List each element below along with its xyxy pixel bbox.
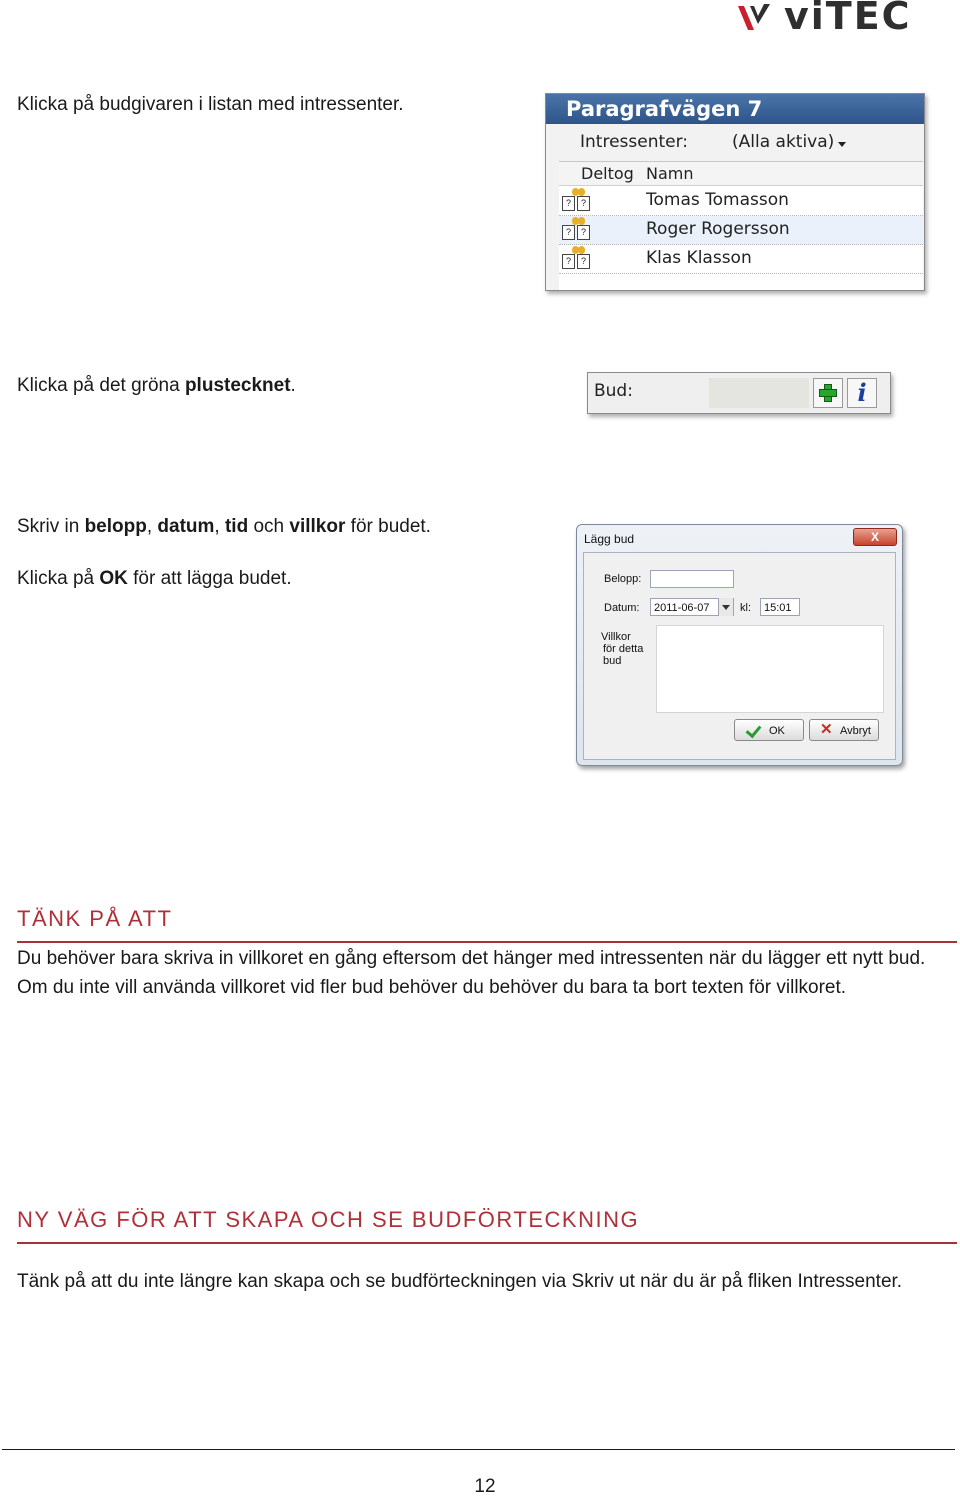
row-name: Tomas Tomasson (646, 190, 789, 210)
time-input[interactable]: 15:01 (760, 598, 800, 616)
close-icon: ✕ (820, 721, 833, 738)
cancel-button[interactable] (809, 719, 879, 741)
villkor-label: Villkor (601, 631, 631, 643)
step-3-text (17, 515, 431, 539)
bud-field (709, 378, 809, 408)
step-3-bold: villkor (289, 516, 346, 537)
property-header (546, 94, 924, 124)
datum-value: 2011-06-07 (654, 602, 710, 614)
step-3-bold: tid (224, 516, 249, 537)
question-icon: ? (577, 196, 590, 211)
step-2-bold: plustecknet (184, 375, 291, 396)
filter-select[interactable]: (Alla aktiva) (732, 132, 835, 152)
bud-toolbar-screenshot (587, 372, 891, 414)
info-button[interactable]: i (847, 378, 877, 408)
table-row[interactable] (559, 245, 923, 274)
step-3-part: för budet. (345, 516, 431, 537)
belopp-label: Belopp: (604, 573, 642, 585)
ok-button[interactable] (734, 719, 804, 741)
section-divider (17, 941, 957, 943)
vitec-logo (734, 0, 956, 36)
question-icon: ? (562, 254, 575, 269)
step-4-part: Klicka på (17, 568, 100, 589)
cancel-label: Avbryt (840, 725, 871, 737)
chevron-down-icon[interactable] (838, 142, 846, 147)
property-title: Paragrafvägen 7 (566, 97, 763, 121)
question-icon: ? (577, 225, 590, 240)
step-4-text (17, 567, 292, 591)
villkor-textarea[interactable] (656, 625, 884, 713)
tank-heading: TÄNK PÅ ATT (17, 906, 173, 931)
column-header-deltog[interactable]: Deltog (559, 162, 645, 186)
interessent-table (559, 161, 923, 290)
bulb-icon (578, 246, 585, 254)
dialog-body (583, 552, 896, 760)
step-3-bold: belopp (84, 516, 147, 537)
table-row[interactable] (559, 187, 923, 216)
column-header-namn[interactable]: Namn (645, 162, 923, 186)
plus-button[interactable] (813, 378, 843, 408)
step-3-part: , (214, 516, 225, 537)
step-4-bold: OK (99, 568, 128, 589)
villkor-label: bud (603, 655, 622, 667)
step-4-part: för att lägga budet. (127, 568, 292, 589)
question-icon: ? (562, 196, 575, 211)
question-icon: ? (577, 254, 590, 269)
kl-label: kl: (740, 602, 751, 614)
dialog-title: Lägg bud (584, 532, 635, 546)
tank-text: Du behöver bara skriva in villkoret en gång eftersom det hänger med intressenten när du lägger ett nytt bud. Om du inte vill använda villkoret vid fler bud behöver du behöver du bara ta bort texten för villkoret. (17, 948, 926, 998)
bulb-icon (578, 217, 585, 225)
filter-label: Intressenter: (580, 132, 689, 152)
ny-text: Tänk på att du inte längre kan skapa och se budförteckningen via Skriv ut när du är på fliken Intressenter. (17, 1271, 903, 1292)
lagg-bud-dialog-screenshot (576, 524, 903, 766)
step-1-text: Klicka på budgivaren i listan med intressenter. (17, 94, 404, 115)
step-3-part: Skriv in (17, 516, 85, 537)
table-row[interactable] (559, 216, 923, 245)
page-number: 12 (474, 1476, 496, 1497)
footer-divider (2, 1449, 955, 1450)
bud-label: Bud: (594, 381, 633, 401)
section-divider (17, 1242, 957, 1244)
datum-input[interactable] (650, 598, 734, 616)
close-button[interactable]: X (853, 528, 897, 546)
vitec-mark-icon (734, 0, 778, 34)
question-icon: ? (562, 225, 575, 240)
belopp-input[interactable] (650, 570, 734, 588)
step-2-text (17, 374, 296, 398)
row-name: Roger Rogersson (646, 219, 790, 239)
step-2-pre: Klicka på det gröna (17, 375, 185, 396)
datum-label: Datum: (604, 602, 640, 614)
brand-name: viTEC (784, 0, 912, 38)
ny-heading: NY VÄG FÖR ATT SKAPA OCH SE BUDFÖRTECKNING (17, 1207, 640, 1232)
interessent-list-screenshot (545, 93, 925, 291)
step-3-part: , (146, 516, 158, 537)
checkmark-icon (746, 722, 762, 739)
villkor-label: för detta (603, 643, 644, 655)
step-3-bold: datum (157, 516, 215, 537)
step-2-post: . (290, 375, 296, 396)
row-name: Klas Klasson (646, 248, 752, 268)
chevron-down-icon[interactable] (718, 598, 733, 616)
step-3-part: och (248, 516, 290, 537)
bulb-icon (578, 188, 585, 196)
ok-label: OK (769, 725, 785, 737)
